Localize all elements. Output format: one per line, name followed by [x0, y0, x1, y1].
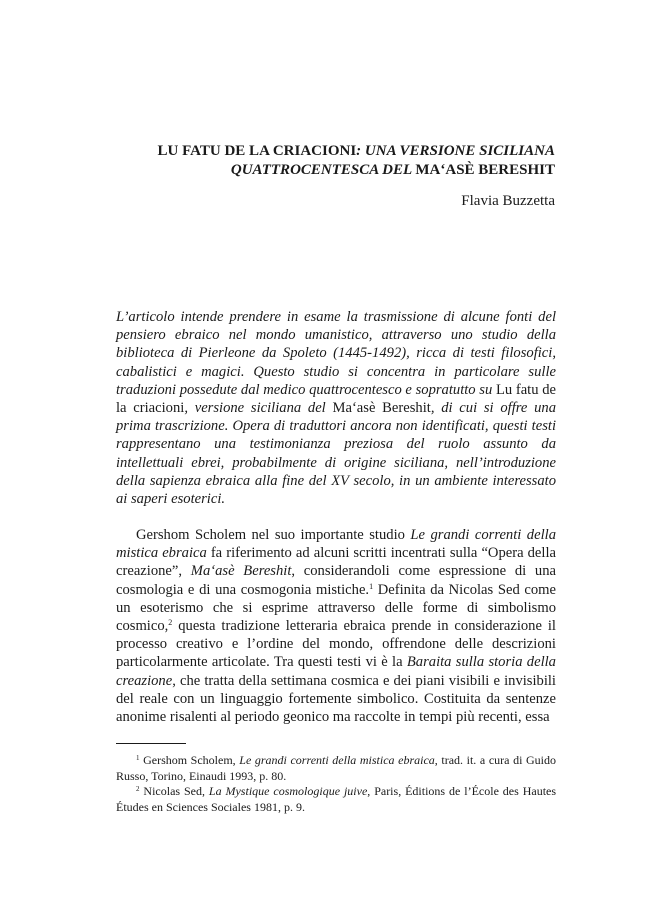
abstract — [116, 308, 556, 508]
footnote-text: , trad. it. a cura di Guido Russo, Torino, Einaudi 1993, p. 80. — [116, 753, 556, 783]
body-text-3: , considerandoli come espressione di una cosmologia e di una cosmogonia mistiche. — [116, 563, 557, 598]
body-text-4: Definita da Nicolas Sed come un esoterismo che si esprime attraverso delle forme di simbolismo cosmico, — [116, 581, 557, 635]
abstract-text-2: , versione siciliana del — [184, 400, 333, 417]
footnote-text: Gershom Scholem, — [143, 753, 240, 767]
abstract-work-title-1: Lu fatu de la criacioni — [116, 381, 556, 417]
footnote-ref-1[interactable]: 1 — [369, 581, 374, 591]
footnote-cited-title: Le grandi correnti della mistica ebraica — [239, 753, 435, 767]
footnote-number: 2 — [136, 785, 140, 793]
article-title — [150, 142, 555, 180]
title-subtitle-part1: : UNA VERSIONE SICILIANA — [356, 143, 555, 159]
body-cited-title-1: Le grandi correnti della mistica ebraica — [116, 527, 556, 562]
body-text-5: questa tradizione letteraria ebraica prende in considerazione il processo creativo e l’ordine del mondo, offrendone delle descrizioni particolarmente articolate. Tra questi testi vi è la — [116, 618, 556, 671]
title-main: LU FATU DE LA CRIACIONI — [157, 143, 357, 159]
title-subtitle-work: MA‘ASÈ BERESHIT — [415, 162, 555, 178]
title-subtitle-part2: QUATTROCENTESCA DEL — [230, 162, 416, 178]
footnote-cited-title: La Mystique cosmologique juive — [208, 784, 368, 798]
footnote-1 — [116, 753, 556, 784]
body-text-2: fa riferimento ad alcuni scritti incentrati sulla “Opera della creazione”, — [116, 545, 556, 580]
footnote-ref-2[interactable]: 2 — [168, 618, 173, 628]
body-paragraph — [116, 526, 556, 726]
abstract-text-1: L’articolo intende prendere in esame la trasmissione di alcune fonti del pensiero ebraico nel mondo umanistico, attraverso uno studio della biblioteca di Pierleone da Spoleto (1445-1492), ricca di testi filosofici, cabalistici e magici. Questo studio si concentra in particolare sulle traduzioni possedute dal medico quattrocentesco e sopratutto su — [116, 309, 556, 398]
body-cited-title-2: Ma‘asè Bereshit — [190, 563, 292, 580]
author-name: Flavia Buzzetta — [461, 193, 555, 209]
footnote-number: 1 — [136, 754, 140, 762]
body-text-1: Gershom Scholem nel suo importante studio — [136, 527, 411, 543]
abstract-text-3: , di cui si offre una prima trascrizione. Opera di traduttori ancora non identificati, questi testi rappresentano una testimonianza preziosa del ruolo assunto da intellettuali ebrei, probabilmente di origine siciliana, nell’introduzione della sapienza ebraica alla fine del XV secolo, in un ambiente interessato ai saperi esoterici. — [116, 400, 556, 508]
footnote-separator — [116, 743, 186, 744]
footnotes — [116, 753, 556, 815]
body-cited-title-3: Baraita sulla storia della creazione — [116, 654, 556, 689]
body-text-6: , che tratta della settimana cosmica e dei piani visibili e invisibili del reale con un linguaggio fortemente simbolico. Costituita da sentenze anonime risalenti al periodo geonico ma raccolte in tempi più recenti, essa — [116, 672, 556, 726]
footnote-text: , Paris, Éditions de l’École des Hautes Études en Sciences Sociales 1981, p. 9. — [116, 784, 557, 814]
footnote-2 — [116, 784, 556, 815]
abstract-work-title-2: Ma‘asè Bereshit — [332, 400, 431, 417]
footnote-text: Nicolas Sed, — [143, 784, 209, 798]
